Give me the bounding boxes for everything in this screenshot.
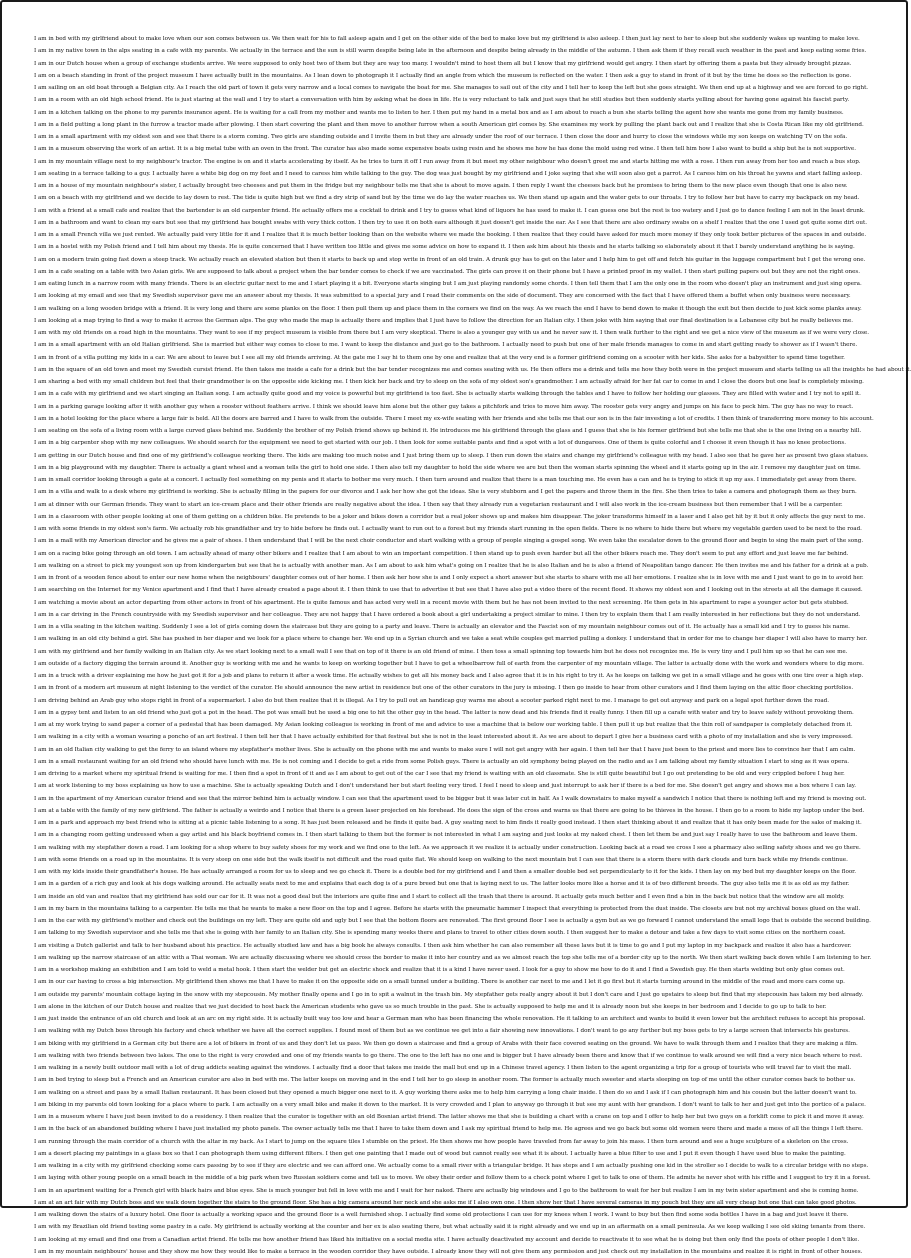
text-line: I am biking with my girlfriend in a German city but there are a lot of bikers in front of us and they don't let us pass. We then go down a staircase and find a group of Arabs with their face covered seating on the ground. We have to walk through them and I realize that they are making a film. [34, 1040, 858, 1047]
dream-journal-text [34, 33, 911, 1255]
text-line: I am in a villa seating in the kitchen waiting. Suddenly I see a lot of girls coming down the staircase but they are going to a party and leave. There is actually an elevator and the Fascist son of my mountain neighbour comes out of it. He actually has a small kid and I try to guess his name. [34, 624, 850, 630]
text-line: I am in a parking garage looking after it with another guy when a rooster without feathers arrive. I think we should leave him alone but the other guy takes a pitchfork and tries to move him away. The rooster gets very angry and jumps on his face to peck him. The guy has no way to react. [34, 403, 854, 410]
text-line: I am in my mountain village next to my neighbour's tractor. The engine is on and it starts accelerating by itself. As he tries to turn it off I run away from it but meet my other neighbour who doesn't greet me and starts hitting me with a rose. I then run away from her too and reach a bus stop. [34, 158, 861, 165]
text-line: I am walking up the narrow staircase of an attic with a Thai woman. We are actually discussing where we should cross the border to make it into her country and as we almost reach the top she tells me of a border city up to the north. We then start walking back down while I am listening to her. [34, 954, 872, 961]
text-line: I am in a garden of a rich guy and look at his dogs walking around. He actually seats next to me and explains that each dog is of a pure breed but one that is laying next to us. The latter looks more like a horse and it is of two different breeds. The guy also tells me it is as old as my father. [34, 881, 850, 888]
text-line: I am driving to a market where my spiritual friend is waiting for me. I then find a spot in front of it and as I am about to get out of the car I see that my friend is waiting with an old classmate. She is still quite beautiful but I go out pretending to be old and very crippled before I hug her. [34, 771, 845, 777]
text-line: I am in a museum observing the work of an artist. It is a big metal tube with an oven in the front. The curator has also made some expensive boats using resin and he shows me how he has done the mold using red wine. I then tell him how I also want to build a ship but he is not supportive. [34, 146, 856, 153]
text-line: I am in an old Italian city walking to get the ferry to an island where my stepfather's mother lives. She is actually on the phone with me and wants to make sure I will not get angry with her again. I then tell her that I have just been to the priest and more lies to convince her that I am calm. [34, 746, 856, 753]
text-line: I am seating on the sofa of a living room with a large curved glass behind me. Suddenly the brother of my Polish friend shows up behind it. He introduces me his girlfriend through the glass and I guess that she is his former girlfriend but she tells me that she is the one living on a nearby hill. [34, 428, 862, 434]
text-line: I am walking on a street and pass by a small Italian restaurant. It has been closed but they opened a much bigger one next to it. A guy working there asks me to help him carrying a long chair inside. I then do so and I ask if I can photograph him and his cousin but the latter doesn't want to. [34, 1089, 857, 1096]
text-line: I am in a room with an old high school friend. He is just staring at the wall and I try to start a conversation with him by asking what he does in life. He is very reluctant to talk and just says that he still studies but then suddenly starts yelling about for having gone against his fascist party. [34, 97, 850, 104]
text-line: I am in my native town in the alps seating in a cafe with my parents. We actually in the terrace and the sun is still warm despite being late in the afternoon and despite being already in the middle of the autumn. I then ask them if they recall such weather in the past and keep eating some fries. [34, 48, 867, 55]
text-line: I am with some friends on a road up in the mountains. It is very steep on one side but the walk itself is not difficult and the road quite flat. We should keep on walking to the next mountain but I can see that there is a storm there with dark clouds and turn back while my friends continue. [34, 856, 848, 863]
text-line: I am walking with my Dutch boss through his factory and check whether we have all the correct supplies. I found most of them but as we continue we get into a fair showing new innovations. I don't want to go any further but my boss gets to try a large screen that intersects his gestures. [34, 1028, 850, 1035]
text-line: I am with a friend at a small cafe and realize that the bartender is an old carpenter friend. He actually offers me a cocktail to drink and I try to guess what kind of liquors he has used to make it. I can guess one but the rest is too watery and I just go to dance feeling I am not in the least drunk. [34, 207, 865, 214]
text-line: I am in a small restaurant waiting for an old friend who should have lunch with me. He is not coming and I decide to get a ride from some Polish guys. There is actually an old symphony being played on the radio and as I am talking about my family situation I start to sing as it was opera. [34, 758, 850, 765]
text-line: I am walking in a newly built outdoor mall with a lot of drug addicts seating against the windows. I actually find a door that takes me inside the mall but end up in a Chinese travel agency. I then listen to the agent organizing a trip for a group of tourists who will travel far to visit the mall. [34, 1065, 852, 1071]
text-line: I am with my kids inside their grandfather's house. He has actually arranged a room for us to sleep and we go check it. There is a double bed for my girlfriend and I and then a smaller double bed set perpendicularly to it for the kids. I then lay on my bed but my daughter keeps on the floor. [34, 869, 856, 875]
text-line: I am sharing a bed with my small children but feel that their grandmother is on the opposite side kicking me. I then kick her back and try to sleep on the sofa of my oldest son's grandmother. I am actually afraid for her fat car to come in and I close the doors but one leaf is completely missing. [34, 379, 864, 385]
text-line: I am in the back of an abandoned building where I have just installed my photo panels. The owner actually tells me that I have to take them down and I ask my spiritual friend to help me. He agrees and we go back but some old women were there and made a mess of all the things I left there. [34, 1126, 863, 1133]
text-line: I am in a changing room getting undressed when a gay artist and his black boyfriend comes in. I then start talking to them but the former is not interested in what I am saying and just looks at my naked chest. I then let them be and just say I really have to use the bathroom and leave them. [34, 832, 858, 839]
text-line: I am in an apartment waiting for a French girl with black hairs and blue eyes. She is much younger but fell in love with me and I wait for her naked. There are actually big windows and I go to the bathroom to wait for her but realize I am in my twin sister apartment and she is coming home. [34, 1187, 859, 1194]
text-line: I am walking with my stepfather down a road. I am looking for a shop where to buy safety shoes for my work and we find one to the left. As we approach it we realize it is actually under construction. Looking back at a road we cross I see a pharmacy also selling safety shoes and we go there. [34, 844, 861, 851]
text-line: I am in a classroom with other people looking at one of them getting on a children bike. He pretends to be a joker and bikes down a corridor but a real joker shows up and makes him disappear. The joker transforms himself in a laser and I also get hit by it but it only affects the guy next to me. [34, 513, 866, 520]
text-line: I am alone in the kitchen of our Dutch house and realize that we just decided to host back the American students who gave us so much trouble in the past. She is actually supposed to help me and it is already noon but she keeps in her bedroom and I decide to go up to talk to her. [34, 1003, 827, 1010]
text-line: I am walking on a street to pick my youngest son up from kindergarten but see that he is actually with another man. As I am about to ask him what's going on I realize that he is also Italian and he is also a friend of Neapolitan tango dancer. He then invites me and his father for a drink at a pub. [34, 562, 869, 569]
text-line: I am walking on a long wooden bridge with a friend. It is very long and there are some planks on the floor. I then pull them up and place them in the corners we find on the way. As we reach the end I have to bend down to make it though the exit but then decide to just kick some planks away. [34, 305, 862, 312]
text-line: I am in my mountain neighbours' house and they show me how they would like to make a terrace in the wooden corridor they have outside. I already know they will not give them any permission and just check out my installation in the mountains and realize it is right in front of other houses. [34, 1248, 863, 1255]
text-line: I am looking at my email and find one from a Canadian artist friend. He tells me how another friend has liked his initiative on a social media site. I have actually deactivated my account and decide to reactivate it to see what he is doing but then only find the posts of other people I don't like. [34, 1236, 860, 1243]
text-line: I am in a mall with my American director and he gives me a pair of shoes. I then understand that I will be the next choir conductor and start walking with a group of people singing a gospel song. We even take the escalator down to the ground floor and begin to sing the main part of the song. [34, 538, 864, 545]
text-line: I am in a cafe with my girlfriend and we start singing an Italian song. I am actually quite good and my voice is powerful but my girlfriend is too fast. She is actually starts walking through the tables and I have to follow her holding our glasses. They are filled with water and I try not to spill it. [34, 391, 861, 398]
text-line: I am outside my parents' mountain cottage laying in the snow with my stepcousin. My mother finally opens and I go in to spit a walnut in the trash bin. My stepfather gets really angry about it but I don't care and I just go upstairs to sleep but find that my stepcousin has taken my bed already. [34, 991, 864, 998]
text-line: I am in a field putting a long plant in the furrow a tractor made after plowing. I then start covering the plant and then move to another furrow when a south American girl comes by. She examines my work by pulling the plant back out and I realize that she is Costa Rican like my old girlfriend. [34, 121, 864, 128]
text-line: I am at an art fair with my Dutch boss and we walk down together the stairs to the ground floor. She has a big camera around her neck and she asks me if I also own one. I then show her that I have several cameras in my pouch but they are all very cheap but one that can take good photos. [34, 1199, 857, 1206]
text-line: I am biking in my parents old town looking for a place where to park. I am actually on a very small bike and make it down to the market. It is very crowded and I plan to anyway go through it but see my aunt with her grandson. I don't want to talk to her and just get into the portico of a palace. [34, 1101, 866, 1108]
text-line: I am laying with other young people on a small beach in the middle of a big park when two Russian soldiers come and tell us to move. We obey their order and follow them to a check point where I get to talk to one of them. He admits he never shot with his riffle and I suggest to try it in a forest. [34, 1175, 871, 1182]
text-line: I am searching on the Internet for my Venice apartment and I find that I have already created a page about it. I then think to use that to advertise it but see that I have also put a video there of the recent flood. It shows my oldest son and I looking out in the streets at all the damage it caused. [34, 587, 863, 594]
text-line: I am in a hotel looking for the place where a large fair is held. All the doors are barred and I have to walk from the outside. There I meet my ex-wife seating with her friends and she tells me that our son is in the fair investing a lot of credits. I then think of transferring more money to his account. [34, 415, 874, 422]
text-line: I am driving behind an Arab guy who stops right in front of a supermarket. I also do but then realize that it is illegal. As I try to pull out an handicap guy warns me about a scooter parked right next to me. I manage to get out anyway and park on a legal spot further down the road. [34, 697, 830, 704]
text-line: I am with some friends in my oldest son's farm. We actually rob his grandfather and try to hide before he finds out. I actually want to run out to a forest but my friends start running in the open fields. There is no where to hide there but where my vegetable garden used to be next to the road. [34, 526, 862, 532]
text-line: I am at dinner with our German friends. They want to start an ice-cream place and their other friends are really negative about the idea. I then say that they already run a vegetarian restaurant and I will also work in the ice-cream business but then remember that I will be a carpenter. [34, 501, 843, 508]
text-line: I am walking down the stairs of a luxury hotel. One floor is actually a working space and the ground floor is a well furnished shop. I actually find some old protections I can use for my knees when I work. I want to buy but then find some soda bottles I have in a bag and just leave it there. [34, 1212, 849, 1218]
text-line: I am inside an old van and realize that my girlfriend has sold our car for it. It was not a good deal but the interiors are quite fine and I start to collect all the trash that there is around. It actually gets much better and I even find a bin in the back but notice that the window are all moldy. [34, 893, 845, 900]
text-line: I am with my girlfriend and her family walking in an Italian city. As we start looking next to a small wall I see that on top of it there is an old friend of mine. I then toss a small spinning top towards him but he does not recognize me. He is very tiny and I pull him up so that he can see me. [34, 648, 848, 655]
text-line: I am in a big carpenter shop with my new colleagues. We should search for the equipment we need to get started with our job. I then look for some suitable pants and find a spot with a lot of dungarees. One of them is quite colorful and I choose it even though it has no knee protections. [34, 440, 846, 447]
text-line: I am in our Dutch house when a group of exchange students arrive. We were supposed to only host two of them but they are way too many. I wouldn't mind to host them all but I know that my girlfriend would get angry. I then start by offering them a pasta but they already brought pizzas. [34, 60, 852, 67]
text-line: I am watching a movie about an actor departing from other actors in front of his apartment. He is quite famous and has acted very well in a recent movie with them but he has not been invited to the next screening. He then gets in his apartment to rape a younger actor but gets stubbed. [34, 599, 849, 606]
text-line: I am in the car with my girlfriend's mother and check out the buildings on my left. They are quite old and ugly but I see that the bottom floors are renovated. The first ground floor I see is actually a gym but as we go forward I cannot understand the small logo that is outside the second building. [34, 918, 871, 924]
text-line: I am walking in an old city behind a girl. She has pushed in her diaper and we look for a place where to change her. We end up in a Syrian church and we take a seat while couples get married pulling a donkey. I understand that in order for me to change her diaper I will also have to marry her. [34, 636, 868, 643]
text-line: I am in a kitchen talking on the phone to my parents insurance agent. He is waiting for a call from my mother and wants me to listen to her. I then put my hand in a metal box and as I am about to reach a bun she starts telling the agent how she wants me gone from my family business. [34, 109, 844, 116]
text-line: I am in my barn in the mountains talking to a carpenter. He tells me that he wants to make a new floor on the top and I agree. Before he starts with the pneumatic hammer I inspect that everything is protected from the dust inside. The closets are but not my archival boxes glued on the wall. [34, 905, 861, 912]
text-line: I am in a small French villa we just rented. We actually paid very little for it and I realize that it is much better looking than on the website where we made the booking. I then realize that they could have asked for much more money if they only took better pictures of the spaces in and outside. [34, 232, 867, 238]
text-line: I am running through the main corridor of a church with the altar in my back. As I start to jump on the square tiles I stumble on the priest. He then shows me how people have traveled from far away to join his mass. I then turn around and see a huge sculpture of a skeleton on the cross. [34, 1138, 849, 1145]
text-line: I am sailing on an old boat through a Belgian city. As I reach the old part of town it gets very narrow and a local comes to navigate the boat for me. She manages to sail out of the city and I tell her to keep the left but she goes straight. We then end up at a highway and we are forced to go right. [34, 85, 869, 91]
text-line: I am at a table with the family of my new girlfriend. The father is actually a weirdo and I notice that there is a green laser projected on his forehead. He does the sign of the cross and warns us that there are going to be thieves in the house. I then go to a room to hide my laptop under the bed. [34, 807, 865, 814]
text-line: I am in a workshop making an exhibition and I am told to weld a metal hook. I then start the welder but get an electric shock and realize that it is a kind I have never used. I look for a guy to show me how to do it and I find a Swedish guy. He then starts welding but only glue comes out. [34, 967, 845, 973]
text-line: I am in a park and approach my best friend who is sitting at a picnic table listening to a song. It has just been released and he finds it quite bad. A guy seating next to him finds it really good instead. I then start thinking about it and realize that it has only been made for the sake of making it. [34, 820, 862, 826]
text-line: I am getting in our Dutch house and find one of my girlfriend's colleague working there. The kids are making too much noise and I just bring them up to sleep. I then run down the stairs and change my girlfriend's colleague with my head. I also see that he gave her as present two glass statues. [34, 452, 869, 459]
text-line: I am in front of a modern art museum at night listening to the verdict of the curator. He should announce the new artist in residence but one of the other curators in the jury is missing. I then go inside to hear from other curators and I find them laying on the attic floor checking portfolios. [34, 685, 854, 692]
text-line: I am in a gypsy tent and listen to an old friend who just got a pot in the head. The pot was small but he used a big one to hit the other guy in the head. The latter is now dead and his friends find it really funny. I then fill up a carafe with water and try to leave safely without provoking them. [34, 709, 854, 716]
text-line: I am walking in a city with my girlfriend checking some cars passing by to see if they are electric and we can afford one. We actually come to a small river with a triangular bridge. It has steps and I am actually pushing one kid in the stroller so I decide to walk to a circular bridge with no steps. [34, 1163, 869, 1169]
text-line: I am in a museum where I have just been invited to do a residency. I then realize that the curator is together with an old Bosnian artist friend. The latter shows me that she is building a chart with a crane on top and I offer to help her but two guys on a forklift come to pick it and move it away. [34, 1114, 864, 1120]
text-line: I am seating in a terrace talking to a guy. I actually have a white big dog on my feet and I need to caress him while talking to the guy. The dog was just bought by my girlfriend and I joke saying that she will soon also get a parrot. As I caress him on his throat he yawns and start falling asleep. [34, 170, 863, 177]
text-line: I am in bed trying to sleep but a French and an American curator are also in bed with me. The latter keeps on moving and in the end I tell her to go sleep in another room. The former is actually much sweeter and starts sleeping on top of me until the other curator comes back to bother us. [34, 1077, 856, 1084]
text-line: I am in a bathroom and want to clean my ears but see that my girlfriend has bought swabs with very thick cotton. I then try to use it on both ears although it just doesn't get inside the ear. As I see that there are also ordinary swabs on a shelf I realize that the one I used got quite some dirt out. [34, 219, 867, 226]
text-line: I am looking at my email and see that my Swedish supervisor gave me an answer about my thesis. It was submitted to a special jury and I read their comments on the side of document. They are concerned with the fact that I have offered them a buffet when only business were necessary. [34, 293, 851, 300]
text-line: I am in a car driving in the French countryside with my Swedish supervisor and her colleague. They are not happy that I have ordered a book about a girl undertaking a project similar to mine. I then try to explain them that I am really interested in her reflections but they do not understand. [34, 611, 861, 618]
text-line: I am on a beach standing in front of the project museum I have actually built in the mountains. As I lean down to photograph it I actually find an angle from which the museum is reflected on the water. I then ask a guy to stand in front of it but by the time he does so the reflection is gone. [34, 72, 852, 79]
text-line: I am in a house of my mountain neighbour's sister, I actually brought two cheeses and put them in the fridge but my neighbour tells me that she is about to move again. I then reply I want the cheeses back but he promises to bring them to the new place even though that one is also new. [34, 183, 848, 189]
text-line: I am a desert placing my paintings in a glass box so that I can photograph them using different filters. I then get one painting that I made out of wood but cannot really see what it is about. I actually have a blue filter to use and I put it even though I have used blue to make the painting. [34, 1150, 846, 1157]
text-line: I am walking in a city with a woman wearing a poncho of an art festival. I then tell her that I have actually exhibited for that festival but she is not in the least interested about it. As we are about to depart I give her a business card with a photo of my installation and she is very impressed. [34, 734, 853, 741]
text-line: I am in small corridor looking through a gate at a concert. I actually feel something on my penis and it starts to bother me very much. I then turn around and realize that there is a man touching me. He even has a can and he is trying to stick it up my ass. I immediately get away from there. [34, 477, 857, 483]
text-line: I am looking at a map trying to find a way to make it across the German alps. The guy who made the map is actually there and implies that I just have to follow the direction for an Italian city. I then joke with him saying that our final destination is a Lebanese city but he really believes me. [34, 317, 854, 324]
text-line: I am in a small apartment with my oldest son and see that there is a storm coming. Two girls are standing outside and I invite them in but they are already under the roof of our terrace. I then close the door and hurry to close the windows while my son keeps on watching TV on the sofa. [34, 134, 848, 140]
text-line: I am on a modern train going fast down a steep track. We actually reach an elevated station but then it starts to back up and stop write in front of an old train. A drunk guy has to get on the later and I help him to get off and fetch his guitar in the luggage compartment but I get the wrong one. [34, 256, 866, 263]
text-line: I am in a big playground with my daughter. There is actually a giant wheel and a woman tells the girl to hold one side. I then also tell my daughter to hold the side where we are but then the woman starts spinning the wheel and it starts going up in the air. I remove my daughter just on time. [34, 464, 861, 471]
text-line: I am with my old friends on a road high in the mountains. They want to see if my project museum is visible from there but I am very skeptical. There is also a younger guy with us and he never saw it. I then walk further to the right and we get a nice view of the museum as if we were very close. [34, 330, 870, 336]
text-line: I am walking with two friends between two lakes. The one to the right is very crowded and one of my friends wants to go there. The one to the left has no one and is bigger but I have already been there and know that if we continue to walk around we will find a very nice beach where to rest. [34, 1052, 863, 1059]
text-line: I am on a beach with my girlfriend and we decide to lay down to rest. The tide is quite high but we find a dry strip of sand but by the time we do lay the water reaches us. We then stand up again and the water gets to our throats. I try to follow her but have to carry my backpack on my head. [34, 195, 860, 202]
text-line: I am at work listening to my boss explaining us how to use a machine. She is actually speaking Dutch and I don't understand her but start feeling very tired. I feel I need to sleep and just interrupt to ask her if there is a bed for me. She doesn't get angry and shows me a box where I can lay. [34, 783, 856, 790]
text-line: I am with my Brazilian old friend testing some pastry in a cafe. My girlfriend is actually working at the counter and her ex is also seating there, but what actually said it is right already and we end up in an aftermath on a small peninsula. As we keep walking I see old skiing tenants from there. [34, 1224, 866, 1231]
text-line: I am outside of a factory digging the terrain around it. Another guy is working with me and he wants to keep on working together but I have to get a wheelbarrow full of earth from the carpenter of my mountain village. The latter is actually done with the work and wonders where to dig more. [34, 660, 864, 667]
text-line: I am in a villa and walk to a desk where my girlfriend is working. She is actually filling in the papers for our divorce and I ask her how she got the ideas. She is very stubborn and I get the papers and throw them in the fire. She then tries to take a camera and photograph them as they burn. [34, 489, 857, 496]
text-line: I am in the apartment of my American curator friend and see that the mirror behind him is actually window. I can see that the apartment used to be bigger but it was later cut in half. As I walk downstairs to make myself a sandwich I notice that there is nothing left and my friend is moving out. [34, 795, 867, 802]
text-line: I am eating lunch in a narrow room with many friends. There is an electric guitar next to me and I start playing it a bit. Everyone starts singing but I am just playing randomly some chords. I then tell them that I am the only one in the room who doesn't play an instrument and just sing opera. [34, 281, 862, 287]
text-line: I am in a truck with a driver explaining me how he just got it for a job and plans to return it after a week time. He actually wishes to get all his money back and I also agree that it is in his right to try it. As he keeps on talking we get in a small village and he goes with one tire over a high step. [34, 673, 864, 679]
text-line: I am in our car having to cross a big intersection. My girlfriend then shows me that I have to make it on the opposite side on a small tunnel under a building. There is another car next to me and I let it go first but it starts turning around in the middle of the road and more cars come up. [34, 979, 845, 986]
text-line: I am at my work trying to sand paper a corner of a pedestal that has been damaged. My Asian looking colleague is working in front of me and advice to use a machine that is below our working table. I then pull it up but realize that the thin roll of sandpaper is completely detached from it. [34, 722, 853, 728]
text-line: I am in a hostel with my Polish friend and I tell him about my thesis. He is quite concerned that I have written too little and gives me some advice on how to expand it. I then ask him about his thesis and he starts talking so elaborately about it that I barely understand anything he is saying. [34, 244, 855, 251]
text-line: I am in a cafe seating on a table with two Asian girls. We are supposed to talk about a project when the bar tender comes to check if we are vaccinated. The girls can prove it on their phone but I have a printed proof in my wallet. I then start pulling papers out but they are not the right ones. [34, 268, 861, 275]
text-line: I am talking to my Swedish supervisor and she tells me that she is going with her family to an Italian city. She is spending many weeks there and plans to travel to other cities down south. I then suggest her to make a detour and take a few days to visit some cities on the northern coast. [34, 930, 846, 937]
text-line: I am just inside the entrance of an old church and look at an arc on my right side. It is actually built way too low and hear a German man who has been financing the whole renovation. He it talking to an architect and wants to build it even lower but the architect refuses to accept his proposal. [34, 1016, 866, 1022]
text-line: I am in the square of an old town and meet my Swedish cursist friend. He then takes me inside a cafe for a drink but the bar tender recognizes me and comes seating with us. He then offers me a drink and tells me how they both were in the project museum and starts telling us all the insights he had about it. [34, 366, 911, 373]
text-line: I am on a racing bike going through an old town. I am actually ahead of many other bikers and I realize that I am about to win an important competition. I then stand up to push even harder but all the other bikers reach me. They don't seem to put any effort and just leave me far behind. [34, 550, 849, 557]
text-line: I am in a small apartment with an old Italian girlfriend. She is married but either way comes to close to me. I want to keep the distance and just go to the bathroom. I actually need to push but one of her male friends manages to come in and start getting ready to shower as if I wasn't there. [34, 342, 858, 349]
text-line: I am visiting a Dutch gallerist and talk to her husband about his practice. He actually studied law and has a big book he always consults. I then ask him whether he can also remember all these laws but it is time to go and I put my laptop in my backpack and realize it also has a hardcover. [34, 942, 852, 949]
text-line: I am in bed with my girlfriend about to make love when our son comes between us. We then wait for his to fall asleep again and I get on the other side of the bed to make love but my girlfriend is also asleep. I then just lay next to her to sleep but she suddenly wakes up wanting to make love. [34, 36, 860, 42]
text-line: I am in front of a villa putting my kids in a car. We are about to leave but I see all my old friends arriving. At the gate me I say hi to them one by one and realize that at the very end is a former girlfriend coming on a scooter with her kids. She asks for a babysitter to spend time together. [34, 354, 845, 361]
text-line: I am in front of a wooden fence about to enter our new home when the neighbours' daughter comes out of her home. I then ask her how she is and I only expect a short answer but she starts to share with me all her emotions. I realize she is in love with me and I just want to go in to avoid her. [34, 575, 864, 581]
